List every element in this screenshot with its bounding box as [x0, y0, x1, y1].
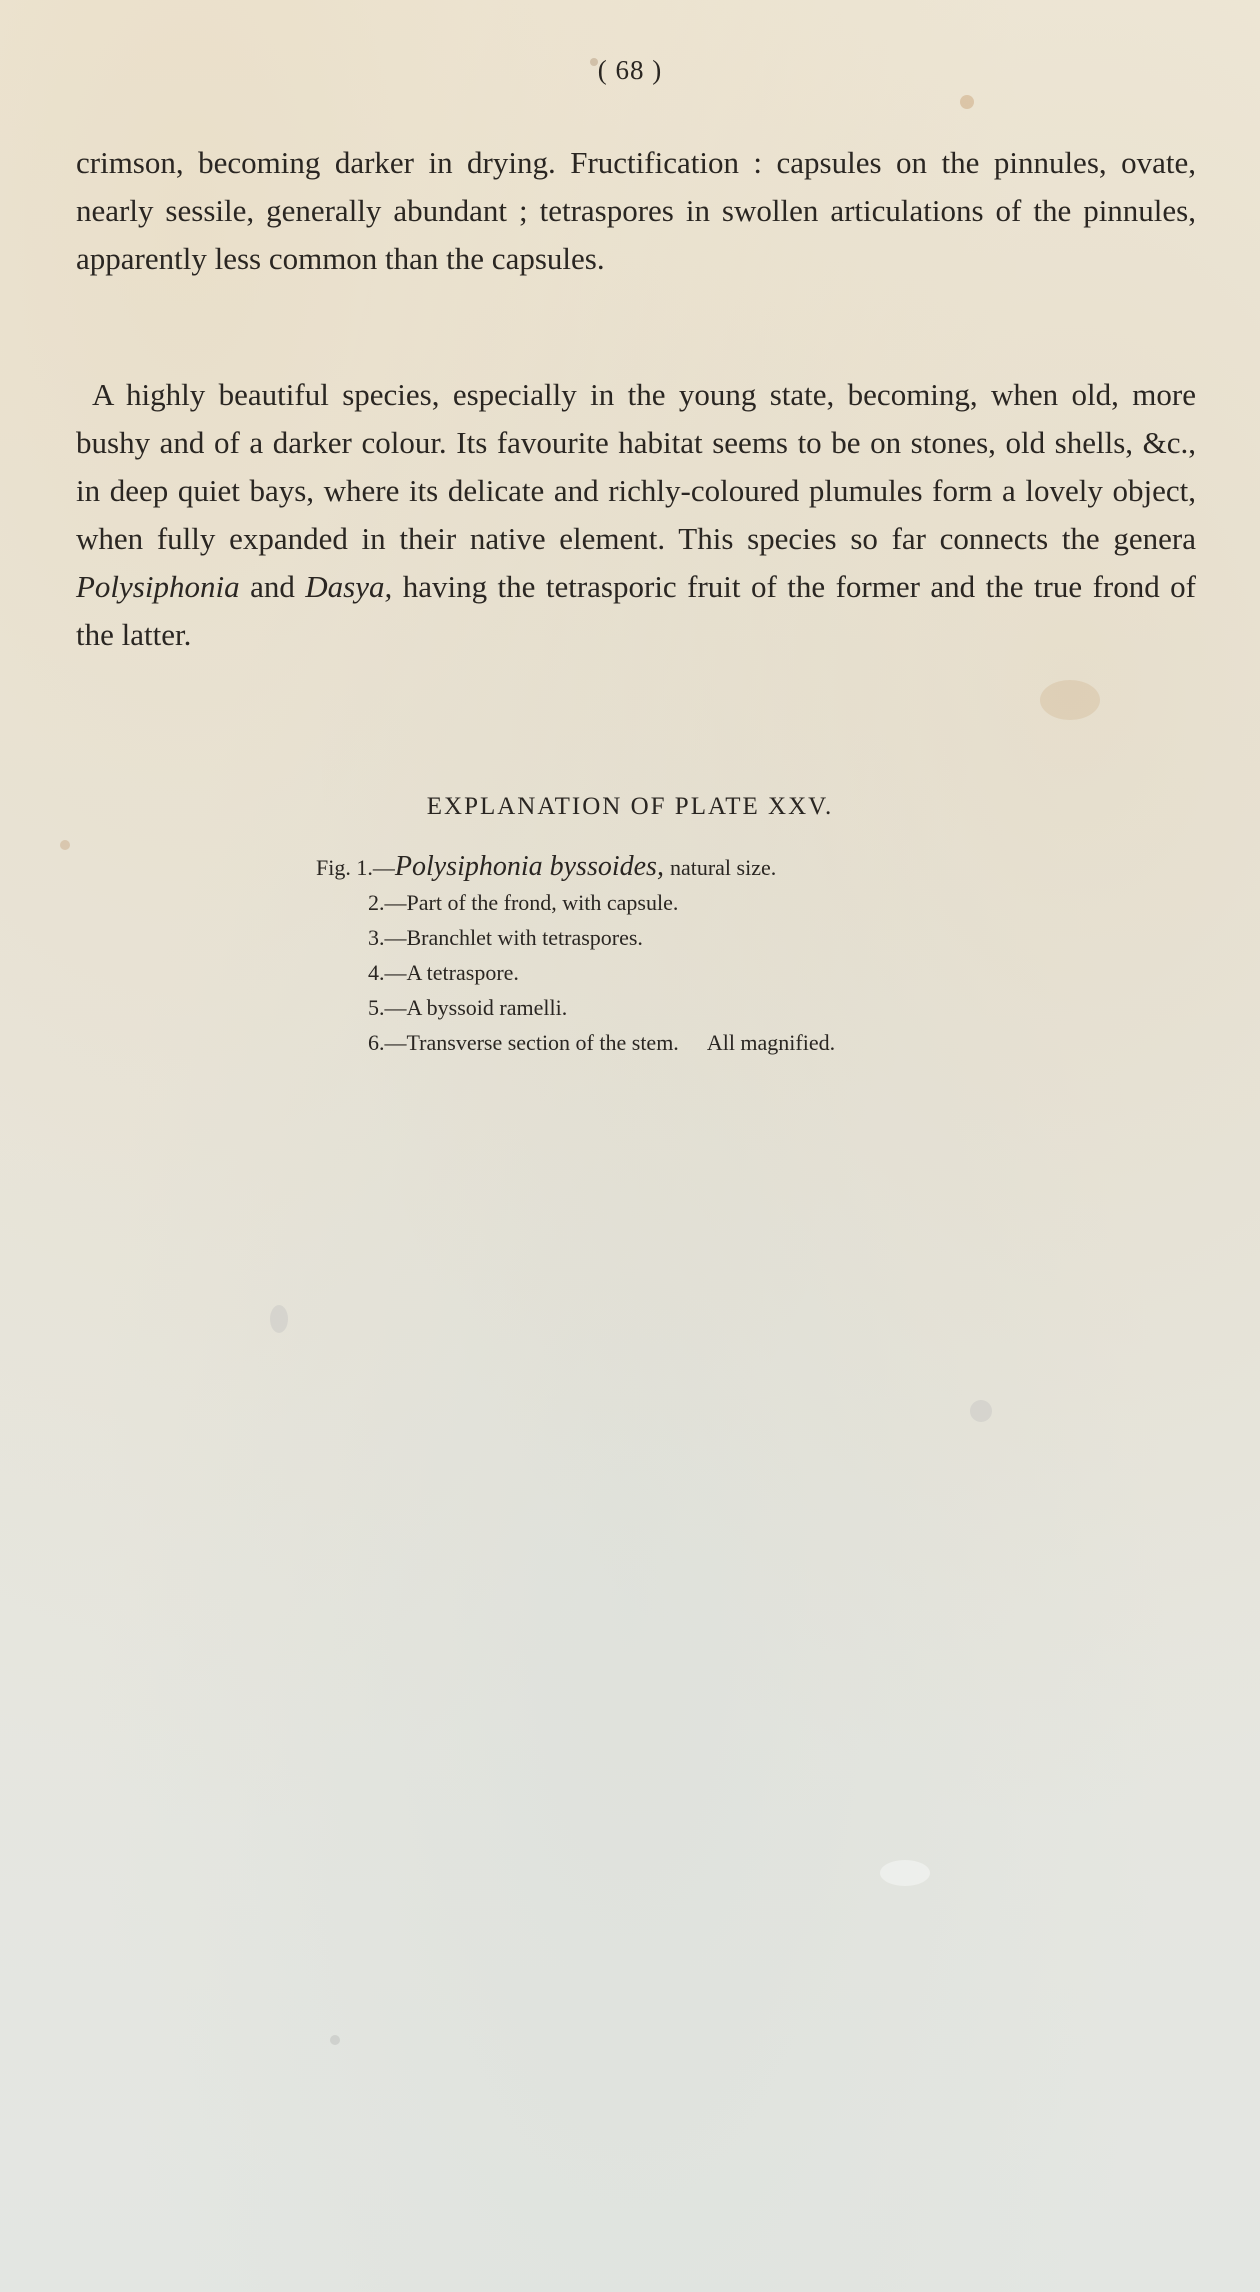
paragraph-2-text [76, 371, 1196, 659]
figure-dash: — [384, 1030, 407, 1055]
foxing-stain [1040, 680, 1100, 720]
figure-dash: — [384, 960, 407, 985]
figure-caption: A byssoid ramelli. [406, 995, 568, 1020]
foxing-stain [270, 1305, 288, 1333]
figure-dash: — [384, 890, 407, 915]
figure-item [0, 990, 1260, 1025]
paragraph-1-text [76, 139, 1196, 283]
figure-item [0, 1025, 1260, 1060]
foxing-stain [880, 1860, 930, 1886]
figure-number: 3. [368, 925, 385, 950]
figure-number: 2. [368, 890, 385, 915]
figure-dash: — [384, 995, 407, 1020]
paragraph-1-segment: crimson, becoming darker in drying. Fructification : capsules on the pinnules, ovate, nearly sessile, generally abundant ; tetraspores in swollen articulations of the pinnules, apparently less common than the capsules. [76, 145, 1196, 276]
figure-dash: — [384, 925, 407, 950]
figure-caption: Branchlet with tetraspores. [406, 925, 643, 950]
figure-caption: A tetraspore. [406, 960, 519, 985]
figure-note: All magnified. [706, 1030, 836, 1055]
figure-caption: Part of the frond, with capsule. [406, 890, 679, 915]
figure-item [0, 955, 1260, 990]
genus-name-dasya: Dasya, [305, 569, 393, 604]
figure-caption: natural size. [669, 855, 777, 880]
paragraph-2 [76, 371, 1196, 659]
paragraph-2-segment: having the tetrasporic fruit of the former and the true frond of the latter. [76, 569, 1196, 652]
paragraph-2-segment: and [239, 569, 306, 604]
figure-number: 4. [368, 960, 385, 985]
genus-name-polysiphonia: Polysiphonia [76, 569, 240, 604]
figure-number: 6. [368, 1030, 385, 1055]
paragraph-1 [76, 139, 1196, 283]
figure-species: Polysiphonia byssoides, [394, 851, 664, 882]
page-number: ( 68 ) [597, 55, 663, 85]
foxing-stain [960, 95, 974, 109]
figure-caption: Transverse section of the stem. [406, 1030, 679, 1055]
plate-explanation [0, 793, 1260, 1060]
figure-number: Fig. 1. [316, 855, 373, 880]
figure-item [0, 849, 1260, 885]
figure-dash: — [372, 855, 395, 880]
figure-item [0, 885, 1260, 920]
paragraph-2-segment: A highly beautiful species, especially in the young state, becoming, when old, more bushy and of a darker colour. Its favourite habitat seems to be on stones, old shells, &c., in deep quiet bays, where its delicate and richly-coloured plumules form a lovely object, when fully expanded in their native element. This species so far connects the genera [76, 377, 1196, 556]
foxing-stain [330, 2035, 340, 2045]
foxing-stain [970, 1400, 992, 1422]
figure-number: 5. [368, 995, 385, 1020]
figure-item [0, 920, 1260, 955]
plate-title: EXPLANATION OF PLATE XXV. [426, 793, 834, 820]
figure-list [0, 849, 1260, 1060]
